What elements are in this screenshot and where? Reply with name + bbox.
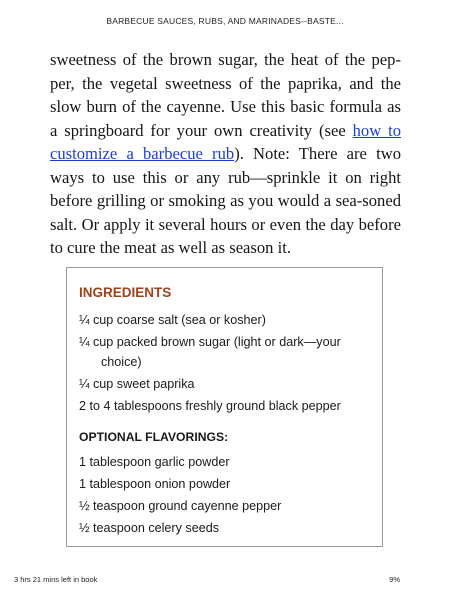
ingredient-item [79,332,370,372]
ingredients-box [66,267,383,547]
ingredient-text: 2 to 4 tablespoons freshly ground black pepper [79,399,341,413]
ingredient-item [79,396,370,416]
optional-item: 1 tablespoon garlic powder [79,455,230,469]
reading-text[interactable] [50,48,401,260]
book-title-header[interactable]: BARBECUE SAUCES, RUBS, AND MARINADES--BASTE... [106,16,344,26]
paragraph-text-start: sweetness of the brown sugar, the heat of the pep-per, the vegetal sweetness of the paprika, and the slow burn of the cayenne. Use this basic formula as a springboard for your own creativity (see [50,50,401,140]
ingredient-text-continued: choice) [101,355,142,369]
optional-item: ½ teaspoon ground cayenne pepper [79,499,282,513]
ingredient-text: ¼ cup coarse salt (sea or kosher) [79,313,266,327]
ingredient-text: ¼ cup sweet paprika [79,377,195,391]
customize-rub-link[interactable]: how to customize a barbecue rub [50,120,401,163]
ingredient-text: ¼ cup packed brown sugar (light or dark—your [79,335,341,349]
optional-item: 1 tablespoon onion powder [79,477,231,491]
ingredient-item [79,374,370,394]
progress-percent: 9% [389,575,400,584]
optional-flavorings-heading: OPTIONAL FLAVORINGS: [79,430,229,444]
ingredient-item [79,310,370,330]
ingredients-heading: INGREDIENTS [79,285,172,300]
paragraph [50,48,401,260]
optional-item: ½ teaspoon celery seeds [79,521,220,535]
time-left-indicator[interactable]: 3 hrs 21 mins left in book [14,575,98,584]
paragraph-text-end: ). Note: There are two ways to use this or any rub—sprinkle it on right before grilling or smoking as you would a sea-soned salt. Or apply it several hours or even the day before to cure the meat as well as season it. [50,144,401,257]
